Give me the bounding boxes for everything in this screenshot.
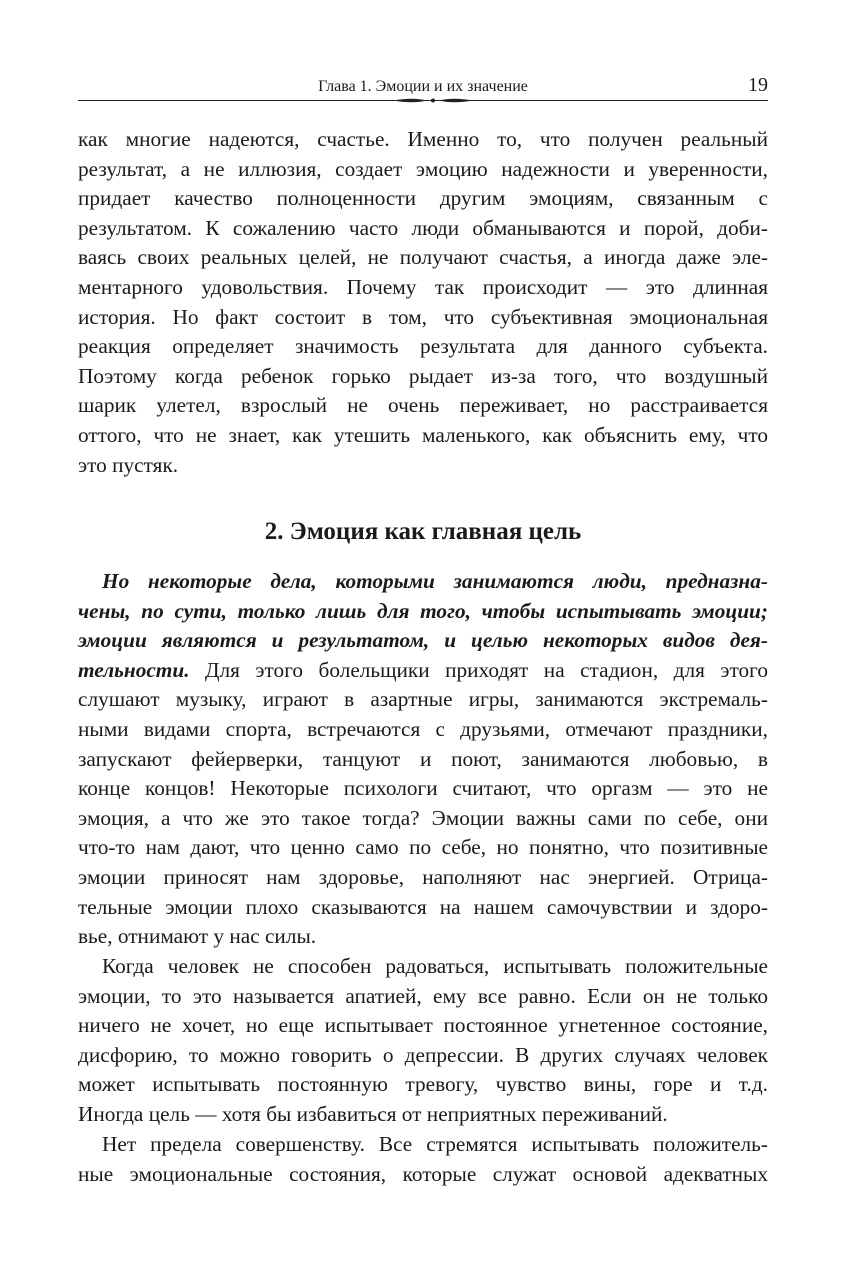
text-line: эмоция, а что же это такое тогда? Эмоции важны сами по себе, они [78, 805, 768, 830]
section-heading: 2. Эмоция как главная цель [264, 518, 582, 545]
text-line: дисфорию, то можно говорить о депрессии. В других случаях человек [78, 1042, 768, 1067]
text-line: результат, а не иллюзия, создает эмоцию надежности и уверенности, [78, 156, 768, 181]
text-line: тельные эмоции плохо сказываются на нашем самочувствии и здоро- [78, 894, 768, 919]
paragraph-1 [78, 125, 768, 480]
page-number: 19 [748, 74, 768, 96]
text-line: оттого, что не знает, как утешить маленького, как объяснить ему, что [78, 422, 768, 447]
text-line: чены, по сути, только лишь для того, чтобы испытывать эмоции; [78, 598, 768, 623]
text-line: придает качество полноценности другим эмоциям, связанным с [78, 186, 768, 211]
text-line: Когда человек не способен радоваться, испытывать положительные [102, 954, 768, 978]
text-line: реакция определяет значимость результата для данного субъекта. [78, 334, 768, 359]
paragraph-3 [78, 952, 768, 1130]
text-line: что-то нам дают, что ценно само по себе, но понятно, что позитивные [78, 835, 768, 860]
text-line: эмоции приносят нам здоровье, наполняют нас энергией. Отрица- [78, 864, 768, 889]
ornament-icon [393, 97, 473, 104]
text-line: эмоции, то это называется апатией, ему все равно. Если он не только [78, 983, 768, 1008]
text-line [78, 656, 768, 686]
paragraph-4 [78, 1130, 768, 1189]
text-line: Но некоторые дела, которыми занимаются люди, предназна- [102, 569, 768, 593]
text-line: слушают музыку, играют в азартные игры, занимаются экстремаль- [78, 687, 768, 712]
text-line: история. Но факт состоит в том, что субъективная эмоциональная [78, 304, 768, 329]
text-line: может испытывать постоянную тревогу, чувство вины, горе и т.д. [78, 1072, 768, 1097]
text-run: Для этого болельщики приходят на стадион, для этого [189, 657, 768, 682]
emphasis-text: тельности. [78, 657, 190, 682]
text-line: ные эмоциональные состояния, которые служат основой адекватных [78, 1161, 768, 1186]
text-line: Нет предела совершенству. Все стремятся испытывать положитель- [102, 1132, 768, 1156]
text-line: ными видами спорта, встречаются с друзьями, отмечают праздники, [78, 716, 768, 741]
text-line: ваясь своих реальных целей, не получают счастья, а иногда даже эле- [78, 245, 768, 270]
text-line: эмоции являются и результатом, и целью некоторых видов дея- [78, 628, 768, 653]
text-line: Поэтому когда ребенок горько рыдает из-за того, что воздушный [78, 363, 768, 388]
text-line: ментарного удовольствия. Почему так происходит — это длинная [78, 274, 768, 299]
text-line: вье, отнимают у нас силы. [78, 924, 317, 949]
text-line: как многие надеются, счастье. Именно то, что получен реальный [78, 127, 768, 151]
text-line: результатом. К сожалению часто люди обманываются и порой, доби- [78, 215, 768, 240]
paragraph-2 [78, 567, 768, 952]
text-line: это пустяк. [78, 452, 179, 477]
text-line: ничего не хочет, но еще испытывает постоянное угнетенное состояние, [78, 1013, 768, 1038]
text-line: шарик улетел, взрослый не очень переживает, но расстраивается [78, 393, 768, 418]
chapter-title: Глава 1. Эмоции и их значение [318, 78, 528, 95]
text-line: Иногда цель — хотя бы избавиться от неприятных переживаний. [78, 1101, 668, 1126]
text-line: запускают фейерверки, танцуют и поют, занимаются любовью, в [78, 746, 768, 771]
text-line: конце концов! Некоторые психологи считают, что оргазм — это не [78, 776, 768, 801]
